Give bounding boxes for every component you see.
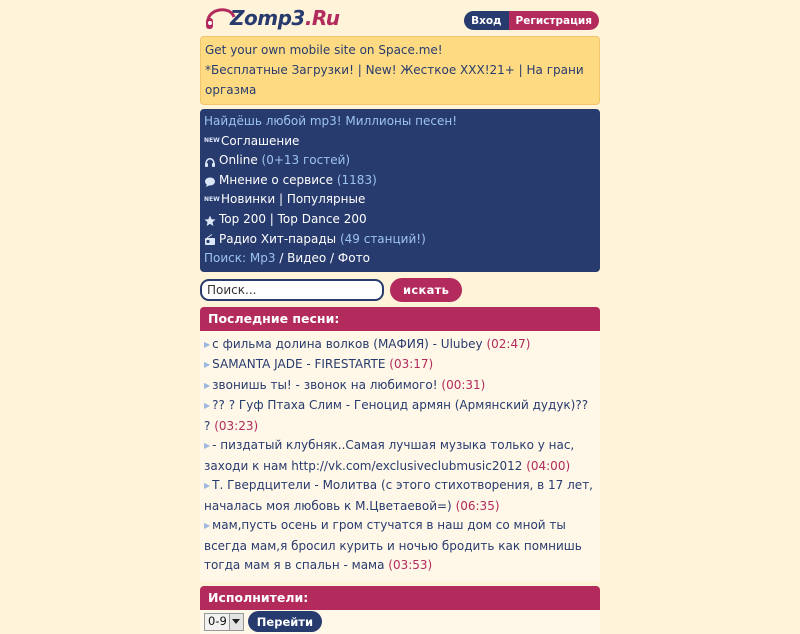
slash: / <box>275 251 288 266</box>
menu-radio-link[interactable]: Радио Хит-парады <box>219 231 337 246</box>
song-link[interactable]: звонишь ты! - звонок на любимого! <box>212 377 438 392</box>
search-input[interactable] <box>200 279 384 301</box>
menu-tagline: Найдёшь любой mp3! Миллионы песен! <box>204 114 458 128</box>
latest-songs-title: Последние песни: <box>200 307 600 331</box>
separator: | <box>275 192 287 207</box>
search-bar <box>200 278 600 302</box>
menu-top200-link[interactable]: Top 200 <box>219 211 266 226</box>
menu-new-link[interactable]: Новинки <box>221 192 276 207</box>
menu-search-mp3-link[interactable]: Mp3 <box>249 251 276 266</box>
site-logo[interactable] <box>204 3 339 33</box>
song-link[interactable]: - пиздатый клубняк..Самая лучшая музыка только у нас, заходи к нам http://vk.com/exclusiveclubmusic2012 <box>204 438 575 473</box>
song-duration: (03:17) <box>389 357 434 372</box>
logo-name: Zomp3 <box>230 6 305 30</box>
song-item <box>204 436 596 476</box>
arrow-bullet-icon: ▶ <box>204 521 211 531</box>
song-item <box>204 335 596 356</box>
song-duration: (06:35) <box>455 498 500 513</box>
select-value: 0-9 <box>208 614 227 628</box>
headphones-logo-icon <box>204 3 234 33</box>
search-button[interactable]: искать <box>390 278 462 302</box>
menu-popular-link[interactable]: Популярные <box>286 192 366 207</box>
search-prefix: Поиск: <box>204 251 247 266</box>
arrow-bullet-icon: ▶ <box>204 339 211 349</box>
song-item <box>204 355 596 376</box>
song-item <box>204 476 596 516</box>
opinion-count: (1183) <box>336 172 377 187</box>
artists-title: Исполнители: <box>200 586 600 610</box>
new-badge-icon: NEW <box>204 196 220 204</box>
go-button[interactable]: Перейти <box>248 611 322 632</box>
register-button[interactable]: Регистрация <box>509 11 599 30</box>
song-duration: (04:00) <box>526 458 571 473</box>
menu-topdance-link[interactable]: Top Dance 200 <box>277 211 367 226</box>
main-menu <box>200 109 600 272</box>
arrow-bullet-icon: ▶ <box>204 481 211 491</box>
song-duration: (03:23) <box>214 418 259 433</box>
arrow-bullet-icon: ▶ <box>204 360 211 370</box>
song-link[interactable]: SAMANTA JADE - FIRESTARTE <box>212 357 386 372</box>
song-duration: (03:53) <box>388 558 433 573</box>
arrow-bullet-icon: ▶ <box>204 380 211 390</box>
artist-letter-select[interactable] <box>204 613 244 631</box>
song-link[interactable]: мам,пусть осень и гром стучатся в наш дом со мной ты всегда мам,я бросил курить и ночью бродить как помнишь тогда мам я в спальн - мама <box>204 518 582 573</box>
online-count: (0+13 гостей) <box>261 153 351 168</box>
logo-text <box>230 8 339 28</box>
artists-filter <box>200 610 600 634</box>
header <box>200 0 600 36</box>
chevron-down-icon <box>229 614 243 630</box>
menu-online-link[interactable]: Online <box>219 153 258 168</box>
radio-icon <box>204 233 216 245</box>
menu-agreement-link[interactable]: Соглашение <box>221 133 300 148</box>
auth-buttons <box>464 11 599 30</box>
separator: | <box>265 211 278 226</box>
menu-search-photo-link[interactable]: Фото <box>337 251 370 266</box>
arrow-bullet-icon: ▶ <box>204 441 211 451</box>
page-container <box>200 0 600 634</box>
ad-link-promos[interactable]: *Бесплатные Загрузки! | New! Жесткое XXX!21+ | На грани оргазма <box>205 63 584 97</box>
song-link[interactable]: с фильма долина волков (МАФИЯ) - Ulubey <box>212 336 483 351</box>
song-link[interactable]: Т. Гвердцители - Молитва (с этого стихотворения, в 17 лет, началась моя любовь к М.Цветаевой=) <box>204 478 593 513</box>
logo-suffix: .Ru <box>304 6 340 30</box>
radio-count: (49 станций!) <box>339 231 426 246</box>
menu-opinion-link[interactable]: Мнение о сервисе <box>219 172 334 187</box>
ad-link-spaceme[interactable]: Get your own mobile site on Space.me! <box>205 43 443 57</box>
song-duration: (02:47) <box>486 336 531 351</box>
arrow-bullet-icon: ▶ <box>204 401 211 411</box>
headphones-icon <box>204 155 216 167</box>
menu-search-video-link[interactable]: Видео <box>287 251 327 266</box>
song-item <box>204 396 596 436</box>
slash: / <box>326 251 338 266</box>
song-item <box>204 516 596 576</box>
latest-songs-list <box>200 331 600 581</box>
song-duration: (00:31) <box>441 377 486 392</box>
speech-bubble-icon <box>204 175 216 187</box>
new-badge-icon: NEW <box>204 137 220 145</box>
song-item <box>204 376 596 397</box>
login-button[interactable]: Вход <box>464 11 508 30</box>
star-icon <box>204 214 216 226</box>
ad-box <box>200 36 600 105</box>
song-link[interactable]: ?? ? Гуф Птаха Слим - Геноцид армян (Армянский дудук)?? ? <box>204 398 589 433</box>
